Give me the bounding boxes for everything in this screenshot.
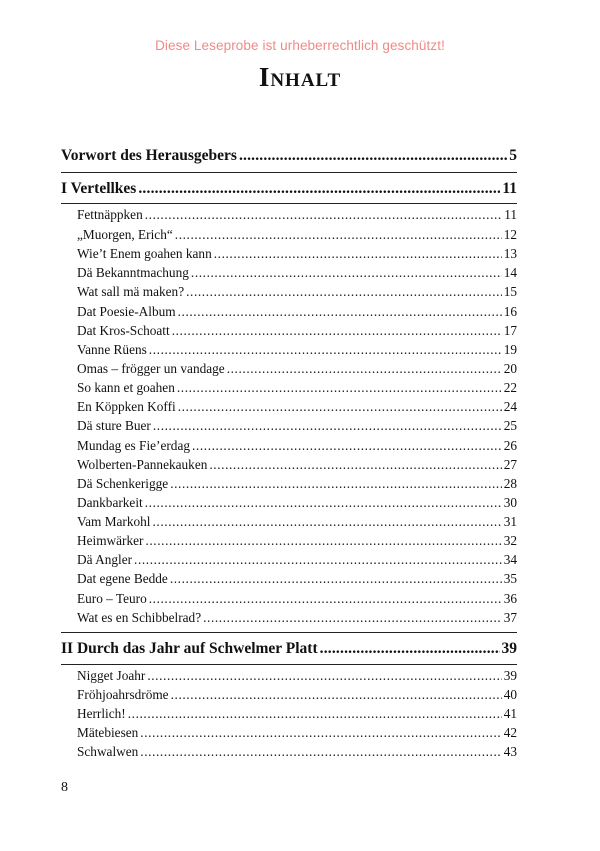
toc-entry: [77, 591, 517, 607]
toc-heading-title: Vorwort des Herausgebers: [61, 147, 237, 164]
toc-entry: [77, 284, 517, 300]
toc-entry-title: Dat egene Bedde: [77, 571, 168, 586]
dot-leader: [149, 591, 502, 607]
toc-entry: [77, 246, 517, 262]
dot-leader: [203, 610, 502, 626]
toc-heading-page: 5: [509, 147, 517, 164]
toc-entry-page: 13: [503, 246, 517, 261]
toc-entry-title: Dat Kros-Schoatt: [77, 323, 170, 338]
dot-leader: [172, 323, 502, 339]
toc-entry: [77, 533, 517, 549]
toc-entry-page: 37: [503, 610, 517, 625]
toc-entry: [77, 495, 517, 511]
toc-entry-page: 34: [503, 552, 517, 567]
toc-entry-page: 31: [503, 514, 517, 529]
dot-leader: [178, 304, 502, 320]
toc-entry-page: 41: [503, 706, 517, 721]
toc-entry-title: Nigget Joahr: [77, 668, 146, 683]
toc-entry-page: 36: [503, 591, 517, 606]
dot-leader: [145, 533, 501, 549]
dot-leader: [171, 687, 502, 703]
toc-heading-page: 39: [501, 640, 517, 657]
toc-entry-title: So kann et goahen: [77, 380, 175, 395]
toc-entry-title: Dä Schenkerigge: [77, 476, 169, 491]
toc-entry-page: 39: [503, 668, 517, 683]
divider-rule: [61, 172, 517, 173]
toc-entry-page: 27: [503, 457, 517, 472]
page-number: 8: [61, 780, 68, 795]
dot-leader: [128, 706, 502, 722]
toc-entry: [77, 361, 517, 377]
dot-leader: [192, 438, 502, 454]
toc-entry-title: Fröhjoahrsdröme: [77, 687, 169, 702]
toc-entry: [77, 476, 517, 492]
dot-leader: [227, 361, 502, 377]
toc-entry-title: Schwalwen: [77, 744, 139, 759]
dot-leader: [209, 457, 501, 473]
toc-entry-title: Dankbarkeit: [77, 495, 143, 510]
dot-leader: [170, 476, 502, 492]
divider-rule: [61, 664, 517, 665]
toc-entry-title: Omas – frögger un vandage: [77, 361, 225, 376]
toc-entry-page: 28: [503, 476, 517, 491]
toc-entry-title: „Muorgen, Erich“: [77, 227, 173, 242]
toc-entry-title: Euro – Teuro: [77, 591, 147, 606]
toc-entry-page: 43: [503, 744, 517, 759]
dot-leader: [178, 399, 502, 415]
toc-entry: [77, 399, 517, 415]
toc-entry-title: Mundag es Fie’erdag: [77, 438, 190, 453]
toc-entry-title: Wolberten-Pannekauken: [77, 457, 208, 472]
toc-entry: [77, 706, 517, 722]
toc-entry-page: 11: [504, 207, 517, 222]
dot-leader: [153, 514, 502, 530]
toc-entry-title: Dat Poesie-Album: [77, 304, 176, 319]
dot-leader: [186, 284, 502, 300]
toc-entry: [77, 304, 517, 320]
toc-entry-title: Fettnäppken: [77, 207, 143, 222]
toc-entry-title: Dä sture Buer: [77, 418, 151, 433]
page-title: Inhalt: [258, 62, 342, 92]
toc-entry: [77, 342, 517, 358]
toc-entry: [77, 514, 517, 530]
toc-entry: [77, 438, 517, 454]
toc-entry-page: 12: [503, 227, 517, 242]
toc-entry-page: 24: [503, 399, 517, 414]
toc-heading-chapter-1: [61, 180, 517, 198]
dot-leader: [140, 744, 501, 760]
toc-entry: [77, 380, 517, 396]
toc-entry: [77, 571, 517, 587]
toc-entry: [77, 265, 517, 281]
toc-entry-page: 42: [503, 725, 517, 740]
dot-leader: [239, 147, 507, 165]
dot-leader: [320, 640, 500, 658]
toc-heading-preface: [61, 147, 517, 165]
toc-heading-chapter-2: [61, 640, 517, 658]
dot-leader: [147, 668, 501, 684]
toc-entry-page: 32: [503, 533, 517, 548]
toc-entry-title: Dä Angler: [77, 552, 133, 567]
dot-leader: [170, 571, 502, 587]
toc-entry-title: Wat sall mä maken?: [77, 284, 185, 299]
toc-entry-page: 22: [503, 380, 517, 395]
dot-leader: [145, 495, 502, 511]
toc-entry: [77, 207, 517, 223]
toc-entry-page: 14: [503, 265, 517, 280]
toc-entry-page: 17: [503, 323, 517, 338]
toc-entry: [77, 668, 517, 684]
toc-entry-title: Dä Bekanntmachung: [77, 265, 189, 280]
toc-entry-page: 26: [503, 438, 517, 453]
toc-entry-page: 16: [503, 304, 517, 319]
toc-entry: [77, 744, 517, 760]
toc-entry-page: 19: [503, 342, 517, 357]
dot-leader: [149, 342, 502, 358]
toc-entry: [77, 457, 517, 473]
toc-entry: [77, 687, 517, 703]
dot-leader: [175, 227, 502, 243]
toc-entry-title: Wat es en Schibbelrad?: [77, 610, 202, 625]
dot-leader: [214, 246, 502, 262]
dot-leader: [177, 380, 502, 396]
toc-entry: [77, 418, 517, 434]
divider-rule: [61, 632, 517, 633]
toc-entry: [77, 227, 517, 243]
toc-heading-title: I Vertellkes: [61, 180, 137, 197]
toc-entry-title: Heimwärker: [77, 533, 144, 548]
toc-entry-title: Vanne Rüens: [77, 342, 147, 357]
toc-entry-title: Vam Markohl: [77, 514, 151, 529]
dot-leader: [153, 418, 502, 434]
toc-entry: [77, 610, 517, 626]
toc-heading-page: 11: [502, 180, 517, 197]
toc-entry-title: Mätebiesen: [77, 725, 139, 740]
dot-leader: [140, 725, 501, 741]
toc-entry: [77, 323, 517, 339]
toc-entry-title: Herrlich!: [77, 706, 126, 721]
divider-rule: [61, 203, 517, 204]
dot-leader: [134, 552, 502, 568]
dot-leader: [191, 265, 502, 281]
toc-entry: [77, 725, 517, 741]
toc-heading-title: II Durch das Jahr auf Schwelmer Platt: [61, 640, 318, 657]
toc-entry-page: 35: [503, 571, 517, 586]
toc-entry-page: 25: [503, 418, 517, 433]
toc-entry-title: Wie’t Enem goahen kann: [77, 246, 212, 261]
toc-entry-page: 30: [503, 495, 517, 510]
copyright-watermark: Diese Leseprobe ist urheberrechtlich geschützt!: [155, 38, 445, 53]
dot-leader: [138, 180, 500, 198]
dot-leader: [145, 207, 502, 223]
toc-entry-page: 15: [503, 284, 517, 299]
toc-entry-title: En Köppken Koffi: [77, 399, 176, 414]
toc-entry-page: 40: [503, 687, 517, 702]
toc-entry: [77, 552, 517, 568]
toc-entry-page: 20: [503, 361, 517, 376]
